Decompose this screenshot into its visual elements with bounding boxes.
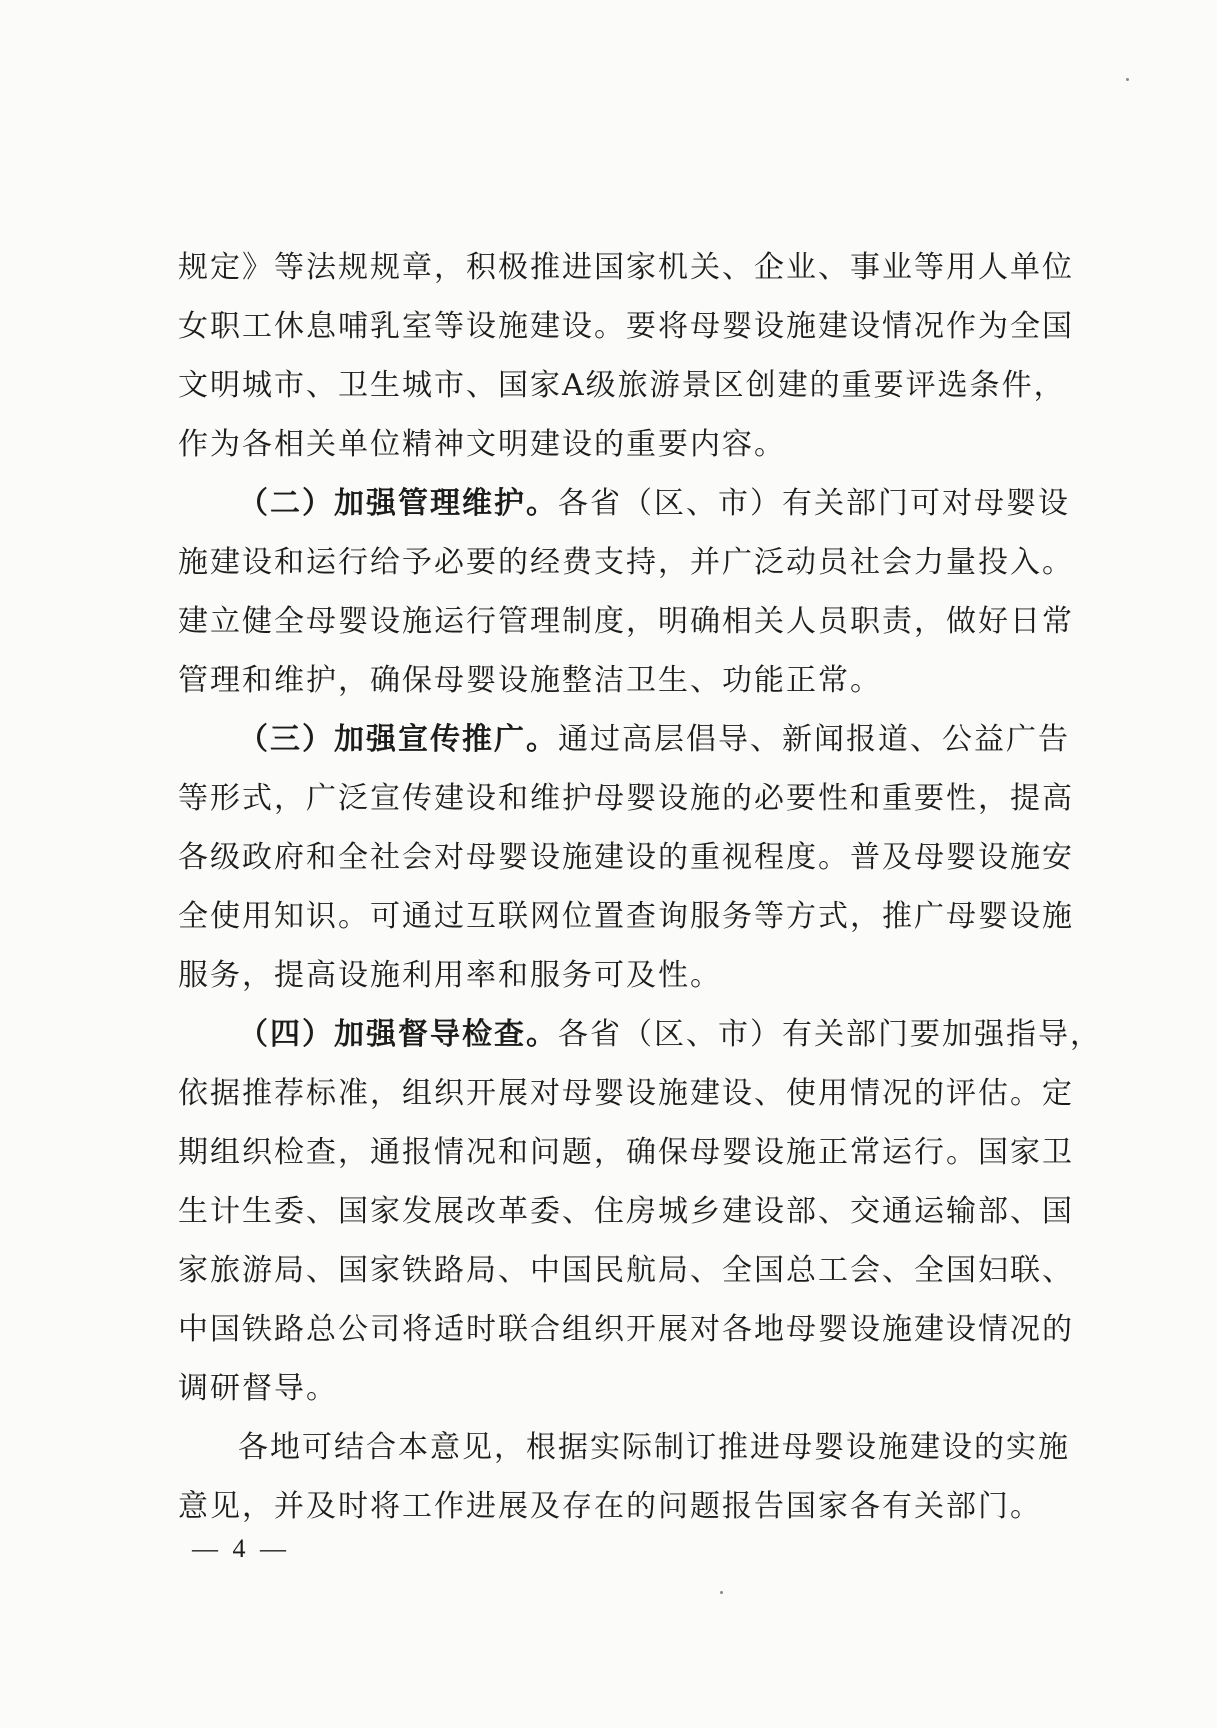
text-line: 管理和维护，确保母婴设施整洁卫生、功能正常。 [178, 663, 882, 698]
text-line: 规定》等法规规章，积极推进国家机关、企业、事业等用人单位 [178, 250, 1074, 285]
text-line [178, 710, 1070, 769]
text-line: 意见，并及时将工作进展及存在的问题报告国家各有关部门。 [178, 1489, 1042, 1524]
text-line: 建立健全母婴设施运行管理制度，明确相关人员职责，做好日常 [178, 604, 1074, 639]
text-line: 服务，提高设施利用率和服务可及性。 [178, 958, 722, 993]
text-line [178, 1005, 1102, 1064]
section-heading: （三）加强宣传推广。 [238, 722, 558, 757]
text-line: 生计生委、国家发展改革委、住房城乡建设部、交通运输部、国 [178, 1194, 1074, 1229]
text-line: 作为各相关单位精神文明建设的重要内容。 [178, 427, 786, 462]
text-span: 通过高层倡导、新闻报道、公益广告 [558, 722, 1070, 757]
body-text [178, 238, 1102, 1536]
text-line: 期组织检查，通报情况和问题，确保母婴设施正常运行。国家卫 [178, 1135, 1074, 1170]
paragraph-5 [178, 1418, 1070, 1536]
text-span: 各省（区、市）有关部门可对母婴设 [558, 486, 1070, 521]
paragraph-1 [178, 238, 1074, 474]
text-line: 各级政府和全社会对母婴设施建设的重视程度。普及母婴设施安 [178, 840, 1074, 875]
paragraph-2 [178, 474, 1074, 710]
scan-speck [1126, 78, 1129, 81]
text-line: 依据推荐标准，组织开展对母婴设施建设、使用情况的评估。定 [178, 1076, 1074, 1111]
text-span: 各省（区、市）有关部门要加强指导， [558, 1017, 1102, 1052]
page-number: — 4 — [192, 1534, 290, 1563]
text-line: 各地可结合本意见，根据实际制订推进母婴设施建设的实施 [238, 1430, 1070, 1465]
text-line: 文明城市、卫生城市、国家A级旅游景区创建的重要评选条件， [178, 368, 1066, 403]
scan-speck [720, 1591, 723, 1594]
text-line: 家旅游局、国家铁路局、中国民航局、全国总工会、全国妇联、 [178, 1253, 1074, 1288]
paragraph-3 [178, 710, 1074, 1005]
text-line: 全使用知识。可通过互联网位置查询服务等方式，推广母婴设施 [178, 899, 1074, 934]
text-line: 调研督导。 [178, 1371, 338, 1406]
section-heading: （四）加强督导检查。 [238, 1017, 558, 1052]
section-heading: （二）加强管理维护。 [238, 486, 558, 521]
text-line: 女职工休息哺乳室等设施建设。要将母婴设施建设情况作为全国 [178, 309, 1074, 344]
text-line: 等形式，广泛宣传建设和维护母婴设施的必要性和重要性，提高 [178, 781, 1074, 816]
paragraph-4 [178, 1005, 1102, 1418]
text-line: 施建设和运行给予必要的经费支持，并广泛动员社会力量投入。 [178, 545, 1074, 580]
text-line [178, 474, 1070, 533]
text-line: 中国铁路总公司将适时联合组织开展对各地母婴设施建设情况的 [178, 1312, 1074, 1347]
